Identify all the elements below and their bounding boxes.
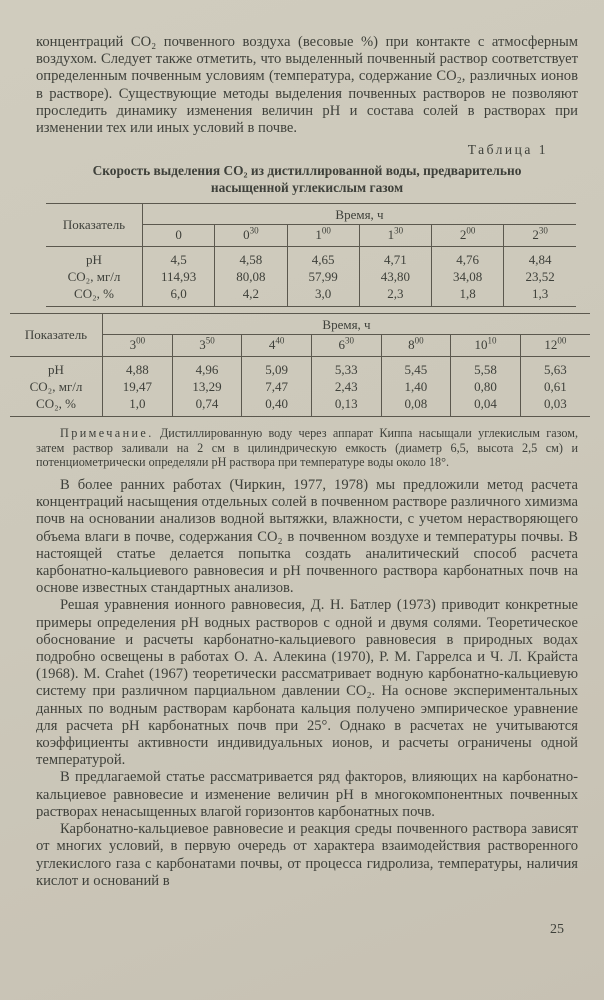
table-row <box>10 378 590 395</box>
paragraph-3: Решая уравнения ионного равновесия, Д. Н. Батлер (1973) приводит конкретные примеры определения pH водных растворов с одной и двумя солями. Теоретическое обоснование и расчеты карбонатно-кальциевого равновесия в природных водах подробно освещены в работах О. А. Алекина (1970), Р. М. Гаррелса и Ч. Л. Крайста (1968). М. Crahet (1967) теоретически рассматривает водную карбонатно-кальциевую систему при различном парциальном давлении CO₂. На основе экспериментальных данных по водным растворам карбоната кальция получено эмпирическое уравнение для расчета pH карбонатных почв при 25°. Однако в расчетах не учитываются коэффициенты активности индивидуальных ионов, и расчеты ограничены одной температурой. <box>36 597 578 769</box>
table-cell: 0,13 <box>311 395 381 417</box>
table-part-2 <box>10 313 590 417</box>
table-cell: 3,0 <box>287 285 359 307</box>
paragraph-2: В более ранних работах (Чиркин, 1977, 1978) мы предложили метод расчета концентраций насыщения отдельных солей в почвенном растворе различного химизма почв на основании анализов водной вытяжки, влажности, с учетом нерастворяющего объема влаги в почве, содержания CO₂ в почвенном воздухе и температуры почвы. В настоящей статье делается попытка создать аналитический способ расчета карбонатно-кальциевого равновесия и pH почвенного раствора карбонатных почв на основе известных стандартных анализов. <box>36 477 578 597</box>
table-cell: 1,40 <box>381 378 451 395</box>
table-cell: 6,0 <box>143 285 215 307</box>
table-cell: 13,29 <box>172 378 242 395</box>
table-cell: 4,2 <box>215 285 287 307</box>
table-cell: 0,03 <box>520 395 590 417</box>
time-sup: 30 <box>344 336 354 347</box>
time-sup: 00 <box>557 336 567 347</box>
table-cell: 0,40 <box>242 395 312 417</box>
table-cell: 4,65 <box>287 246 359 268</box>
time-sup: 00 <box>136 336 146 347</box>
time-column-header <box>311 335 381 356</box>
table-note <box>36 426 578 470</box>
table-cell: 1,3 <box>504 285 576 307</box>
time-sup: 30 <box>394 226 404 237</box>
row-label: CO₂, % <box>74 286 114 302</box>
time-base: 8 <box>408 337 415 353</box>
row-label: CO₂, % <box>36 396 76 412</box>
time-sup: 30 <box>538 226 548 237</box>
time-base: 1 <box>387 227 395 243</box>
time-base: 3 <box>129 337 137 353</box>
table-row <box>10 395 590 417</box>
table-cell: 0,04 <box>451 395 521 417</box>
table-cell: 2,3 <box>359 285 431 307</box>
indicator-column-header: Показатель <box>10 314 103 356</box>
time-column-header <box>432 225 504 246</box>
table-cell: 4,76 <box>432 246 504 268</box>
note-label: Примечание. <box>60 426 154 441</box>
table-cell: 57,99 <box>287 268 359 285</box>
table-cell: 7,47 <box>242 378 312 395</box>
table-cell: 4,58 <box>215 246 287 268</box>
table-cell: 114,93 <box>143 268 215 285</box>
time-base: 0 <box>175 227 182 243</box>
table-cell: 4,5 <box>143 246 215 268</box>
table-cell: 0,08 <box>381 395 451 417</box>
time-sup: 10 <box>487 336 497 347</box>
time-row-header: Время, ч <box>103 314 591 335</box>
table-cell: 0,74 <box>172 395 242 417</box>
table-cell: 1,0 <box>103 395 173 417</box>
time-base: 0 <box>243 227 250 243</box>
table-part-1 <box>46 203 576 307</box>
table-cell: 5,33 <box>311 356 381 378</box>
note-text: Дистиллированную воду через аппарат Киппа насыщали углекислым газом, затем раствор заливали на 2 см в цилиндрическую емкость (диаметр 6,5, высота 2,5 см) и потенциометрически определяли pH раствора при температуре воды около 18°. <box>36 426 578 470</box>
paragraph-4: В предлагаемой статье рассматривается ряд факторов, влияющих на карбонатно-кальциевое равновесие и изменение величин pH в многокомпонентных почвенных растворах ненасыщенных влагой горизонтов карбонатных почв. <box>36 769 578 820</box>
text-block <box>24 34 578 890</box>
time-sup: 00 <box>466 226 476 237</box>
table-cell: 34,08 <box>432 268 504 285</box>
time-column-header <box>520 335 590 356</box>
time-column-header <box>143 225 215 246</box>
indicator-column-header: Показатель <box>46 204 143 246</box>
time-column-header <box>359 225 431 246</box>
table-row <box>46 246 576 268</box>
time-base: 10 <box>474 337 488 353</box>
table-cell: 4,84 <box>504 246 576 268</box>
time-base: 3 <box>199 337 206 353</box>
table-cell: 4,96 <box>172 356 242 378</box>
time-column-header <box>103 335 173 356</box>
table-title: Скорость выделения CO₂ из дистиллированной воды, предварительно насыщенной углекислым газом <box>92 163 522 195</box>
paragraph-1: концентраций CO₂ почвенного воздуха (весовые %) при контакте с атмосферным воздухом. Следует также отметить, что выделенный почвенный раствор соответствует определенным почвенным условиям (температура, содержание CO₂, различных ионов в растворе). Существующие методы выделения почвенных растворов не позволяют проследить динамику изменения величин pH и состава солей в растворах при изменении тех или иных условий в почве. <box>36 34 578 137</box>
table-caption-label: Таблица 1 <box>467 142 548 158</box>
time-sup: 30 <box>249 226 259 237</box>
time-sup: 00 <box>321 226 331 237</box>
time-column-header <box>451 335 521 356</box>
row-label: CO₂, мг/л <box>67 268 121 284</box>
row-label: pH <box>48 361 64 377</box>
time-column-header <box>381 335 451 356</box>
table-row <box>10 356 590 378</box>
table-row <box>46 268 576 285</box>
time-sup: 40 <box>275 336 285 347</box>
table-cell: 23,52 <box>504 268 576 285</box>
table-cell: 80,08 <box>215 268 287 285</box>
table-cell: 5,45 <box>381 356 451 378</box>
time-base: 6 <box>338 337 345 353</box>
paragraph-5: Карбонатно-кальциевое равновесие и реакция среды почвенного раствора зависят от многих условий, в первую очередь от характера взаимодействия растворенного углекислого газа с карбонатами почвы, от процесса гидролиза, температуры, наличия кислот и оснований в <box>36 821 578 889</box>
time-column-header <box>172 335 242 356</box>
table-cell: 0,61 <box>520 378 590 395</box>
table-row <box>46 285 576 307</box>
time-base: 4 <box>268 337 276 353</box>
time-base: 1 <box>315 227 322 243</box>
table-cell: 4,71 <box>359 246 431 268</box>
time-base: 2 <box>532 227 539 243</box>
row-label: CO₂, мг/л <box>29 378 83 394</box>
table-cell: 1,8 <box>432 285 504 307</box>
page-number: 25 <box>550 922 564 937</box>
table-cell: 5,58 <box>451 356 521 378</box>
time-base: 12 <box>544 337 558 353</box>
table-cell: 5,63 <box>520 356 590 378</box>
time-column-header <box>504 225 576 246</box>
table-cell: 0,80 <box>451 378 521 395</box>
table-cell: 4,88 <box>103 356 173 378</box>
time-sup: 00 <box>414 336 424 347</box>
row-label: pH <box>86 251 102 267</box>
time-base: 2 <box>459 227 467 243</box>
time-column-header <box>287 225 359 246</box>
time-sup: 50 <box>205 336 215 347</box>
time-column-header <box>242 335 312 356</box>
table-cell: 43,80 <box>359 268 431 285</box>
table-cell: 5,09 <box>242 356 312 378</box>
time-column-header <box>215 225 287 246</box>
table-cell: 2,43 <box>311 378 381 395</box>
table-cell: 19,47 <box>103 378 173 395</box>
time-row-header: Время, ч <box>143 204 577 225</box>
